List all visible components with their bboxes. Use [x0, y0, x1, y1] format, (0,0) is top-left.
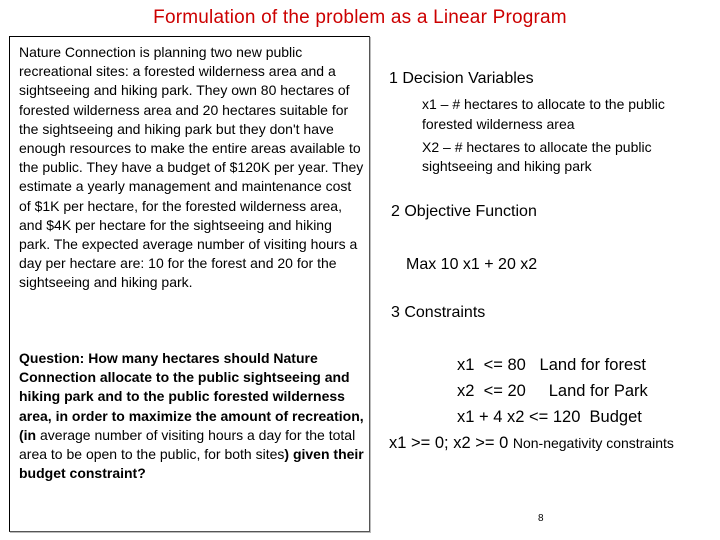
nonnegativity-expression: x1 >= 0; x2 >= 0 — [389, 434, 513, 452]
x1-definition-line1: x1 – # hectares to allocate to the public — [422, 96, 665, 112]
constraint-nonnegativity — [389, 434, 674, 453]
question-normal: average number of visiting hours a day for the total area to be open to the public, for both sites — [19, 426, 356, 463]
constraint-forest: x1 <= 80 Land for forest — [457, 356, 646, 374]
problem-box — [9, 36, 370, 532]
objective-expression: Max 10 x1 + 20 x2 — [406, 256, 538, 273]
constraints-heading: 3 Constraints — [391, 304, 486, 321]
x1-definition-line2: forested wilderness area — [422, 116, 575, 132]
slide-title: Formulation of the problem as a Linear Program — [153, 7, 567, 28]
nonnegativity-label: Non-negativity constraints — [512, 435, 674, 451]
question-bold: Question: How many hectares should Nature Connection allocate to the public sightseeing and hiking park and to the public forested wilderness area, in order to maximize the amount of recreation, (in — [19, 350, 364, 443]
question-text — [19, 349, 366, 483]
constraint-budget: x1 + 4 x2 <= 120 Budget — [457, 408, 642, 426]
constraint-park: x2 <= 20 Land for Park — [457, 382, 648, 400]
page-number: 8 — [538, 513, 544, 524]
objective-heading: 2 Objective Function — [391, 203, 537, 220]
decision-variables-heading: 1 Decision Variables — [389, 70, 534, 87]
x2-definition-line1: X2 – # hectares to allocate the public — [422, 139, 652, 155]
question-end: ) given their budget constraint? — [19, 446, 364, 482]
problem-description: Nature Connection is planning two new public recreational sites: a forested wilderness area and a sightseeing and hiking park. They own 80 hectares of forested wilderness area and 20 hectares suitable for the sightseeing and hiking park but they don't have enough resources to make the entire areas available to the public. They have a budget of $120K per year. They estimate a yearly management and maintenance cost of $1K per hectare, for the forested wilderness area, and $4K per hectare for the sightseeing and hiking park. The expected average number of visiting hours a day per hectare are: 10 for the forest and 20 for the sightseeing and hiking park. — [19, 44, 364, 291]
x2-definition-line2: sightseeing and hiking park — [422, 158, 592, 174]
